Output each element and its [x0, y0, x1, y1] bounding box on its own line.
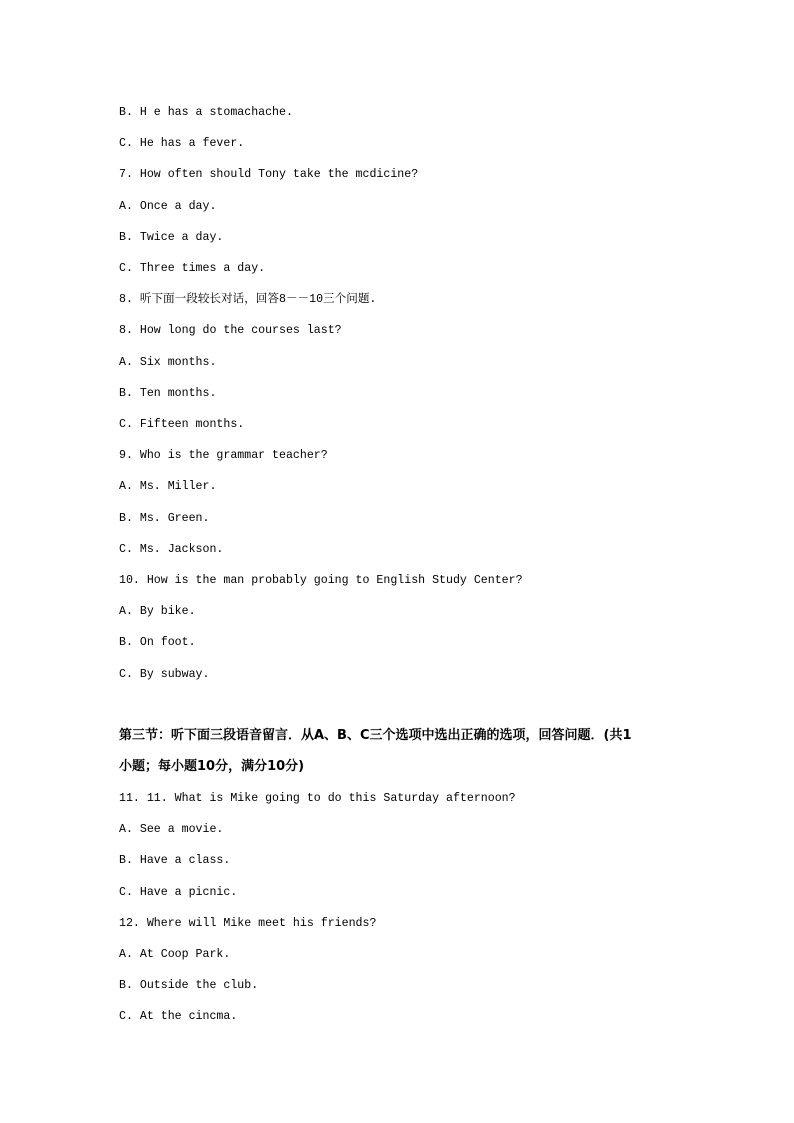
text-line: C. At the cincma. — [119, 1010, 238, 1024]
text-line: 8. 听下面一段较长对话，回答8－－10三个问题. — [119, 293, 377, 307]
text-line: C. Ms. Jackson. — [119, 542, 224, 556]
text-line: B. H e has a stomachache. — [119, 106, 293, 119]
text-line: C. Fifteen months. — [119, 418, 245, 431]
text-line: B. On foot. — [119, 636, 196, 650]
text-line: A. By bike. — [119, 605, 196, 619]
text-line: C. He has a fever. — [119, 137, 245, 151]
text-line: A. See a movie. — [119, 823, 224, 837]
text-line: C. Three times a day. — [119, 262, 266, 275]
text-line: B. Ms. Green. — [119, 511, 210, 525]
text-line: B. Have a class. — [119, 854, 231, 868]
text-line: B. Ten months. — [119, 386, 217, 400]
text-line: 10. How is the man probably going to English Study Center? — [119, 574, 523, 587]
text-line: 9. Who is the grammar teacher? — [119, 449, 328, 463]
text-line: C. Have a picnic. — [119, 885, 238, 899]
text-line: C. By subway. — [119, 667, 210, 681]
text-line: 11. 11. What is Mike going to do this Saturday afternoon? — [119, 792, 516, 805]
text-line: 12. Where will Mike meet his friends? — [119, 916, 377, 930]
text-line: B. Twice a day. — [119, 230, 224, 244]
section-heading: 小题；每小题10分，满分10分) — [119, 759, 305, 774]
text-line: A. Six months. — [119, 355, 217, 369]
text-line: 7. How often should Tony take the mcdicine? — [119, 168, 419, 182]
text-line: A. At Coop Park. — [119, 948, 231, 961]
section-heading: 第三节：听下面三段语音留言．从A、B、C三个选项中选出正确的选项，回答问题．(共1 — [119, 728, 632, 743]
text-line: A. Once a day. — [119, 199, 217, 213]
text-line: 8. How long do the courses last? — [119, 324, 342, 338]
text-line: A. Ms. Miller. — [119, 480, 217, 494]
text-line: B. Outside the club. — [119, 979, 259, 993]
